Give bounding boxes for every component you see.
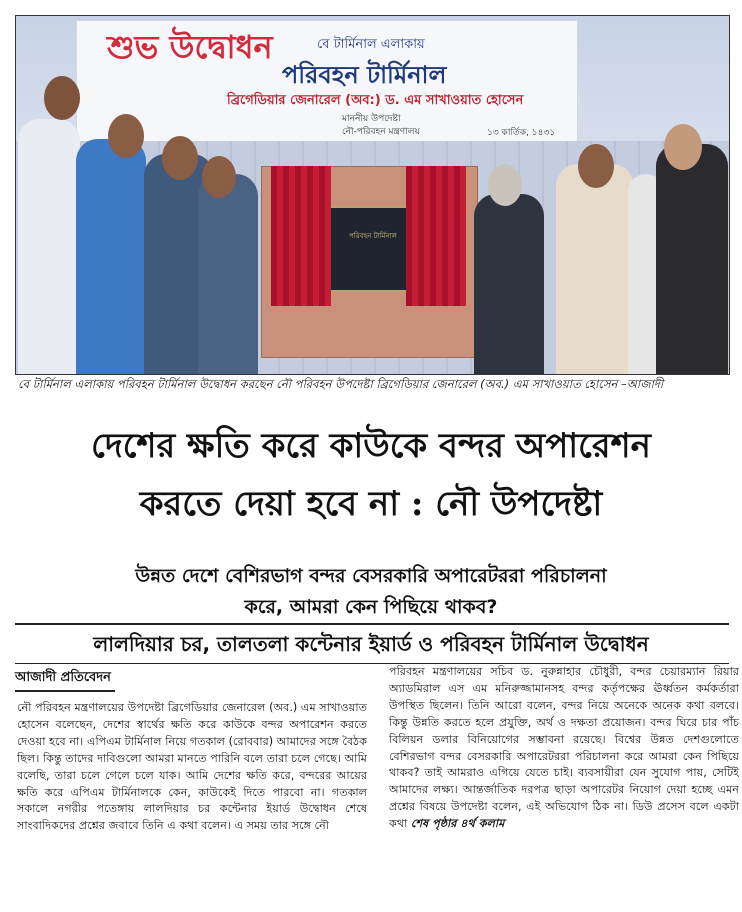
person-1-head — [44, 76, 80, 120]
curtain-left — [271, 166, 331, 306]
person-2 — [76, 139, 146, 374]
headline-line-1: দেশের ক্ষতি করে কাউকে বন্দর অপারেশন — [91, 426, 651, 466]
curtain-right — [406, 166, 466, 306]
body-column-right — [389, 664, 739, 833]
banner-title: মাননীয় উপদেষ্টা — [342, 114, 401, 124]
photo-caption: বে টার্মিনাল এলাকায় পরিবহন টার্মিনাল উদ্বোধন করছেন নৌ পরিবহন উপদেষ্টা ব্রিগেডিয়ার জেনারেল (অব.) এম সাখাওয়াত হোসেন –আজাদী — [18, 377, 664, 391]
ceremony-banner — [76, 20, 578, 142]
plaque-text: পরিবহন টার্মিনাল — [349, 232, 397, 240]
person-6 — [556, 164, 634, 374]
body-text-right-main: পরিবহন মন্ত্রণালয়ের সচিব ড. নুরুন্নাহার চৌধুরী, বন্দর চেয়ারম্যান রিয়ার অ্যাডমিরাল এস এম মনিরুজ্জামানসহ বন্দর কর্তৃপক্ষের ঊর্ধ্বতন কর্মকর্তারা উপস্থিত ছিলেন। তিনি আরো বলেন, বন্দর নিয়ে অনেকে অনেক কথা বলবে। কিন্তু উন্নতি করতে হলে প্রযুক্তি, অর্থ ও দক্ষতা প্রয়োজন। বন্দর ঘিরে চার পাঁচ বিলিয়ন ডলার বিনিয়োগের সম্ভাবনা রয়েছে। বিশ্বের উন্নত দেশগুলোতে বেশিরভাগ বন্দর বেসরকারি অপারেটররা পরিচালনা করে আমরা কেন পিছিয়ে থাকব? তাই আমরাও এগিয়ে যেতে চাই। ব্যবসায়ীরা যেন সুযোগ পায়, সেটিই আমাদের লক্ষ্য। আন্তর্জাতিক দরপত্র ছাড়া অপারেটর নিয়োগ দেয়া হচ্ছে এমন প্রশ্নের বিষয়ে উপদেষ্টা বলেন, এই অভিযোগ ঠিক না। ডিউ প্রসেস বলে একটা কথা — [389, 665, 739, 831]
person-2-head — [108, 114, 144, 158]
banner-ministry: নৌ-পরিবহন মন্ত্রণালয় — [342, 126, 420, 137]
person-4 — [198, 174, 258, 374]
body-column-left — [17, 700, 367, 835]
banner-date: ১৩ কার্তিক, ১৪৩১ — [487, 128, 556, 138]
banner-greeting: শুভ উদ্বোধন — [107, 28, 273, 66]
body-text-right — [389, 664, 739, 833]
person-4-head — [202, 156, 236, 198]
banner-line-2: পরিবহন টার্মিনাল — [282, 61, 447, 89]
person-1 — [18, 119, 80, 374]
person-8-head — [664, 124, 702, 170]
continued-note: শেষ পৃষ্ঠার ৪র্থ কলাম — [410, 817, 505, 831]
person-6-head — [578, 144, 614, 188]
person-5-head — [488, 164, 522, 206]
byline: আজাদী প্রতিবেদন — [15, 668, 115, 692]
news-photo — [15, 15, 730, 375]
divider-top — [15, 623, 729, 625]
body-text-left: নৌ পরিবহন মন্ত্রণালয়ের উপদেষ্টা ব্রিগেডিয়ার জেনারেল (অব.) এম সাখাওয়াত হোসেন বলেছেন, দেশের স্বার্থের ক্ষতি করে কাউকে বন্দর অপারেশন করতে দেওয়া হবে না। এপিএম টার্মিনাল নিয়ে গতকাল (রোববার) আমাদের সঙ্গে বৈঠক ছিল। কিন্তু তাদের দাবিগুলো আমরা মানতে পারিনি বলে তারা চলে গেছে। আমি বলেছি, তারা চলে গেলে চলে যাক। আমি দেশের ক্ষতি করে, বন্দরের আয়ের ক্ষতি করে এপিএম টার্মিনালকে কেন, কাউকেই দিতে পারবো না। গতকাল সকালে নগরীর পতেঙ্গায় লালদিয়ার চর কন্টেনার ইয়ার্ড উদ্বোধন শেষে সাংবাদিকদের প্রশ্নের জবাবে তিনি এ কথা বলেন। এ সময় তার সঙ্গে নৌ — [17, 701, 367, 833]
banner-line-4 — [342, 113, 420, 138]
banner-line-3: ব্রিগেডিয়ার জেনারেল (অব:) ড. এম সাখাওয়াত হোসেন — [227, 93, 524, 108]
banner-line-1: বে টার্মিনাল এলাকায় — [317, 37, 425, 52]
person-8 — [656, 144, 728, 374]
subhead-line-2: করে, আমরা কেন পিছিয়ে থাকব? — [244, 596, 498, 618]
strapline: লালদিয়ার চর, তালতলা কন্টেনার ইয়ার্ড ও পরিবহন টার্মিনাল উদ্বোধন — [93, 632, 649, 656]
person-5 — [474, 194, 544, 374]
person-3-head — [162, 136, 198, 180]
headline-line-2: করতে দেয়া হবে না : নৌ উপদেষ্টা — [139, 484, 603, 524]
subhead-line-1: উন্নত দেশে বেশিরভাগ বন্দর বেসরকারি অপারেটররা পরিচালনা — [135, 565, 607, 587]
